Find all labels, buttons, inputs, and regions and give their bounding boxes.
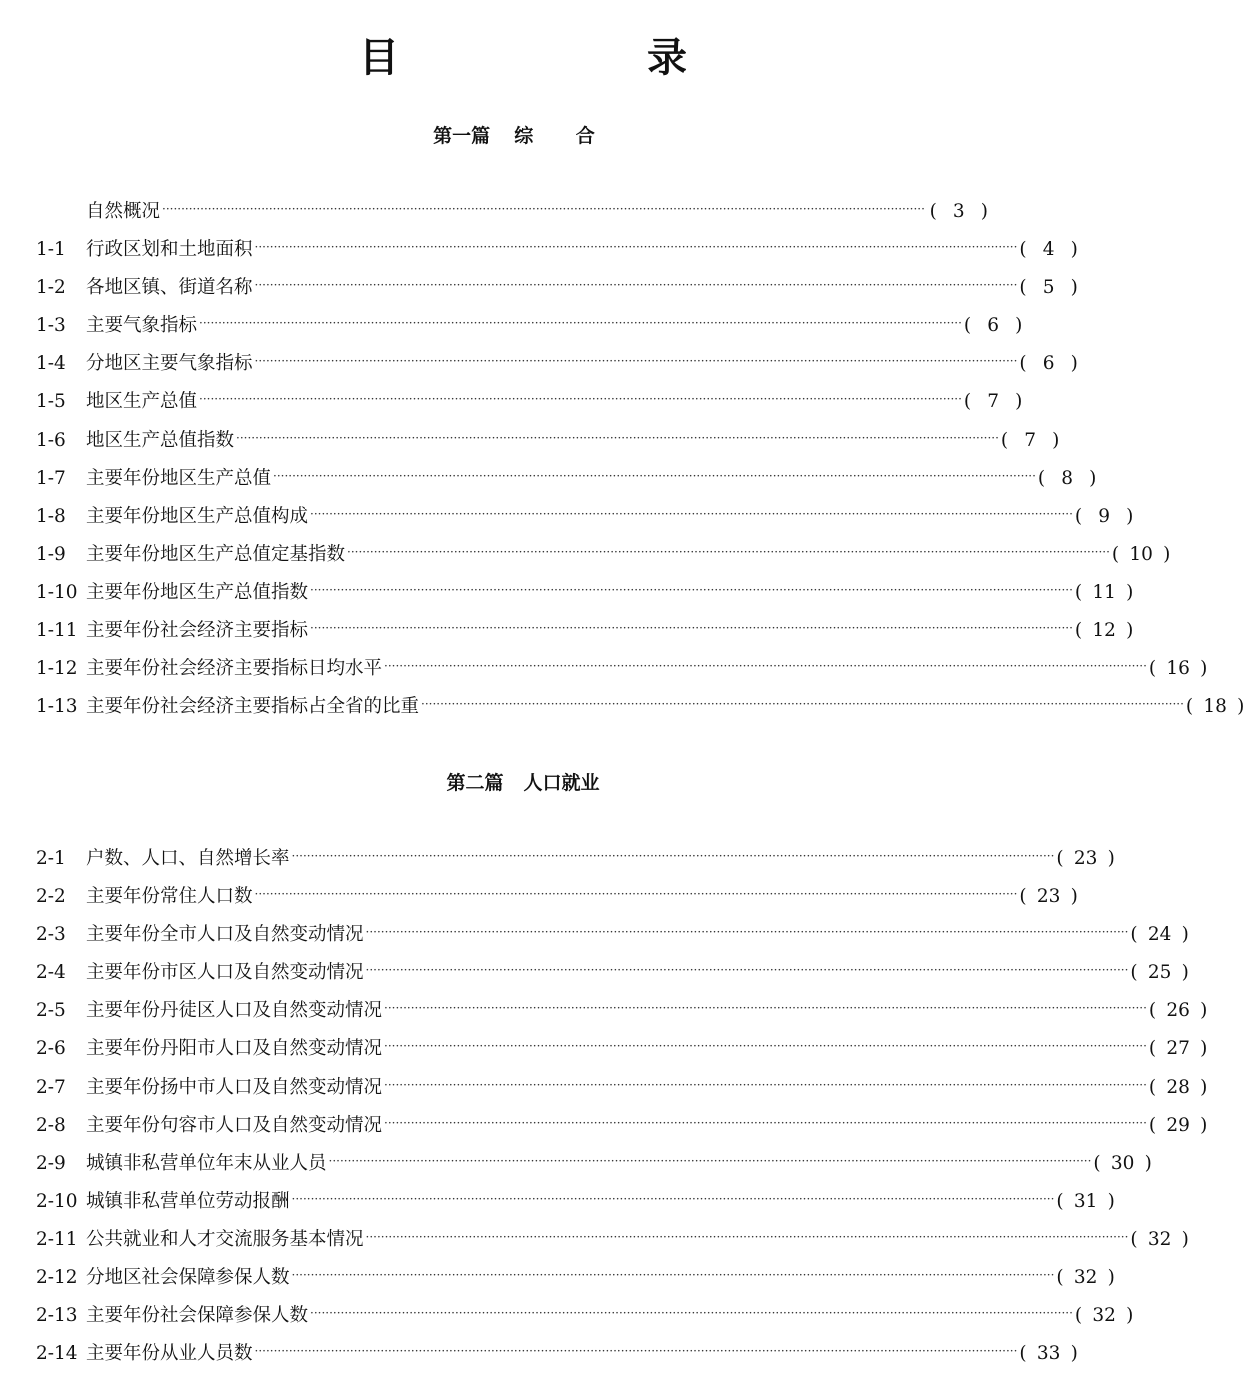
- dot-leader: ········································································································································································································: [254, 887, 1018, 902]
- toc-entry[interactable]: [36, 1187, 1115, 1225]
- toc-entry-title: 主要年份句容市人口及自然变动情况: [86, 1114, 383, 1136]
- open-paren: (: [1074, 1305, 1083, 1327]
- page-title: 目 录: [359, 35, 743, 81]
- dot-leader: ········································································································································································································: [365, 1229, 1129, 1244]
- section-part-label: 第一篇: [433, 125, 491, 147]
- toc-entry-title: 公共就业和人才交流服务基本情况: [86, 1228, 364, 1250]
- toc-entry-number: 1-7: [36, 467, 66, 489]
- dot-leader: ········································································································································································································: [310, 506, 1073, 521]
- close-paren: ): [1181, 924, 1189, 946]
- dot-leader: ········································································································································································································: [328, 1153, 1092, 1168]
- toc-page-ref: [1075, 502, 1133, 532]
- toc-entry[interactable]: [36, 1225, 1189, 1263]
- toc-entry-number: 2-2: [36, 886, 66, 908]
- dot-leader: ········································································································································································································: [384, 1077, 1147, 1092]
- toc-entry[interactable]: [36, 616, 1134, 654]
- toc-page-number: 23: [1073, 848, 1098, 869]
- close-paren: ): [1107, 848, 1115, 869]
- dot-leader: ········································································································································································································: [254, 354, 1018, 369]
- open-paren: (: [1037, 467, 1046, 489]
- toc-entry[interactable]: [36, 197, 988, 235]
- close-paren: ): [1200, 1076, 1208, 1098]
- open-paren: (: [1074, 620, 1083, 642]
- dot-leader: ········································································································································································································: [384, 659, 1147, 674]
- toc-entry-number: 2-12: [36, 1267, 78, 1289]
- toc-entry-title: 城镇非私营单位劳动报酬: [86, 1190, 290, 1212]
- toc-page-number: 3: [952, 201, 965, 222]
- open-paren: (: [1148, 1114, 1157, 1136]
- toc-page-ref: [1001, 426, 1059, 456]
- toc-entry-number: 2-9: [36, 1152, 66, 1174]
- toc-page-ref: [1075, 616, 1133, 646]
- toc-entry-title: 主要年份地区生产总值构成: [86, 505, 309, 527]
- toc-entry-title: 主要气象指标: [86, 315, 198, 337]
- close-paren: ): [1070, 277, 1078, 299]
- close-paren: ): [1163, 543, 1171, 565]
- close-paren: ): [1070, 353, 1078, 375]
- toc-page-ref: [930, 197, 988, 227]
- close-paren: ): [1107, 1267, 1115, 1289]
- toc-entry[interactable]: [36, 996, 1208, 1034]
- open-paren: (: [1185, 696, 1194, 718]
- toc-entry-title: 分地区主要气象指标: [86, 353, 253, 375]
- open-paren: (: [929, 201, 937, 222]
- toc-entry[interactable]: [36, 502, 1134, 540]
- toc-page-number: 32: [1147, 1228, 1172, 1250]
- toc-entry[interactable]: [36, 235, 1078, 273]
- dot-leader: ········································································································································································································: [347, 544, 1110, 559]
- toc-page-number: 12: [1092, 620, 1116, 642]
- toc-page-ref: [964, 387, 1022, 417]
- open-paren: (: [1130, 1228, 1138, 1250]
- toc-page-ref: [1149, 1034, 1207, 1064]
- close-paren: ): [1015, 391, 1023, 413]
- toc-page-number: 5: [1042, 277, 1055, 299]
- close-paren: ): [1070, 886, 1078, 908]
- toc-entry-title: 主要年份常住人口数: [86, 886, 253, 908]
- toc-page-ref: [1038, 464, 1096, 494]
- toc-entry-title: 主要年份扬中市人口及自然变动情况: [86, 1076, 383, 1098]
- open-paren: (: [1148, 1038, 1157, 1060]
- dot-leader: ········································································································································································································: [365, 963, 1129, 978]
- toc-entry-title: 城镇非私营单位年末从业人员: [86, 1152, 327, 1174]
- toc-entry-title: 行政区划和土地面积: [86, 239, 253, 261]
- toc-page-number: 29: [1166, 1114, 1190, 1136]
- dot-leader: ········································································································································································································: [162, 202, 925, 216]
- toc-page-number: 6: [1042, 353, 1055, 375]
- dot-leader: ········································································································································································································: [384, 1001, 1147, 1016]
- toc-page-number: 6: [987, 315, 1000, 337]
- toc-page-number: 26: [1166, 1000, 1190, 1022]
- toc-entry[interactable]: [36, 1073, 1208, 1111]
- close-paren: ): [1200, 1114, 1208, 1136]
- dot-leader: ········································································································································································································: [254, 1344, 1018, 1359]
- toc-page-ref: [1019, 1339, 1077, 1369]
- open-paren: (: [1056, 848, 1064, 869]
- close-paren: ): [1200, 1038, 1208, 1060]
- toc-page-number: 31: [1073, 1190, 1098, 1212]
- toc-entry-title: 主要年份社会经济主要指标占全省的比重: [86, 696, 420, 718]
- toc-page-ref: [1130, 958, 1188, 988]
- dot-leader: ········································································································································································································: [291, 849, 1055, 863]
- open-paren: (: [1148, 658, 1157, 680]
- dot-leader: ········································································································································································································: [384, 1115, 1147, 1130]
- toc-page-ref: [1130, 920, 1188, 950]
- toc-entry-number: 1-2: [36, 277, 66, 299]
- toc-entry-title: 各地区镇、街道名称: [86, 277, 253, 299]
- toc-page-ref: [1186, 692, 1244, 722]
- open-paren: (: [1130, 924, 1138, 946]
- toc-entry-title: 主要年份全市人口及自然变动情况: [86, 924, 364, 946]
- section-heading-1: [0, 123, 1046, 149]
- toc-page-ref: [1056, 1263, 1114, 1293]
- close-paren: ): [1052, 429, 1060, 451]
- dot-leader: ········································································································································································································: [310, 1306, 1073, 1321]
- toc-entry[interactable]: [36, 920, 1189, 958]
- close-paren: ): [1126, 1305, 1134, 1327]
- open-paren: (: [1019, 353, 1027, 375]
- dot-leader: ········································································································································································································: [199, 392, 962, 407]
- toc-page-number: 24: [1147, 924, 1172, 946]
- dot-leader: ········································································································································································································: [384, 1039, 1147, 1054]
- toc-page-ref: [1056, 844, 1114, 874]
- toc-entry[interactable]: [36, 1301, 1134, 1339]
- toc-page-number: 8: [1061, 467, 1074, 489]
- close-paren: ): [1126, 620, 1134, 642]
- open-paren: (: [1019, 277, 1027, 299]
- toc-page-number: 11: [1092, 581, 1116, 603]
- toc-entry-title: 地区生产总值指数: [86, 429, 235, 451]
- toc-entry[interactable]: [36, 1149, 1152, 1187]
- toc-page-ref: [1149, 996, 1207, 1026]
- open-paren: (: [1074, 505, 1083, 527]
- toc-entry-number: 1-10: [36, 581, 78, 603]
- open-paren: (: [1130, 962, 1138, 984]
- toc-page-number: 23: [1036, 886, 1061, 908]
- toc-entry-title: 分地区社会保障参保人数: [86, 1267, 290, 1289]
- toc-entry-number: 1-6: [36, 429, 66, 451]
- toc-page-ref: [1149, 1073, 1207, 1103]
- open-paren: (: [1111, 543, 1120, 565]
- toc-page-number: 9: [1098, 505, 1111, 527]
- toc-entry-title: 主要年份丹阳市人口及自然变动情况: [86, 1038, 383, 1060]
- open-paren: (: [1056, 1267, 1064, 1289]
- toc-page-ref: [1019, 235, 1077, 265]
- toc-entry-title: 户数、人口、自然增长率: [86, 848, 290, 869]
- close-paren: ): [1070, 1343, 1078, 1365]
- toc-list-section-2: [36, 844, 1208, 1377]
- close-paren: ): [980, 201, 988, 222]
- toc-page-ref: [1149, 1111, 1207, 1141]
- toc-entry[interactable]: [36, 349, 1078, 387]
- section-heading-2: [0, 770, 1046, 796]
- toc-entry-number: 1-12: [36, 658, 78, 680]
- toc-entry-number: 2-8: [36, 1114, 66, 1136]
- toc-entry[interactable]: [36, 958, 1189, 996]
- toc-entry-number: 2-7: [36, 1076, 66, 1098]
- toc-page-number: 18: [1203, 696, 1227, 718]
- toc-page-ref: [1149, 654, 1207, 684]
- close-paren: ): [1126, 581, 1134, 603]
- section-name-label: 综 合: [514, 125, 613, 147]
- toc-page-number: 7: [1024, 429, 1037, 451]
- toc-entry-title: 地区生产总值: [86, 391, 198, 413]
- toc-entry[interactable]: [36, 882, 1078, 920]
- dot-leader: ········································································································································································································: [236, 430, 999, 445]
- toc-entry-number: 1-13: [36, 696, 78, 718]
- toc-entry-number: 1-5: [36, 391, 66, 413]
- toc-entry[interactable]: [36, 654, 1208, 692]
- toc-entry-number: 2-11: [36, 1228, 78, 1250]
- toc-entry-title: 主要年份地区生产总值指数: [86, 581, 309, 603]
- toc-entry-title: 主要年份社会保障参保人数: [86, 1305, 309, 1327]
- toc-page-number: 27: [1166, 1038, 1190, 1060]
- close-paren: ): [1070, 239, 1078, 261]
- toc-page-ref: [1093, 1149, 1151, 1179]
- dot-leader: ········································································································································································································: [254, 240, 1018, 255]
- toc-page-ref: [1056, 1187, 1114, 1217]
- toc-entry[interactable]: [36, 1034, 1208, 1072]
- toc-entry-number: 2-1: [36, 848, 66, 869]
- toc-page-number: 32: [1092, 1305, 1116, 1327]
- toc-entry-title: 主要年份地区生产总值: [86, 467, 272, 489]
- open-paren: (: [1019, 886, 1027, 908]
- toc-entry-number: 2-5: [36, 1000, 66, 1022]
- dot-leader: ········································································································································································································: [365, 925, 1129, 940]
- toc-entry-number: 1-11: [36, 620, 78, 642]
- toc-entry[interactable]: [36, 311, 1023, 349]
- toc-entry[interactable]: [36, 844, 1115, 882]
- toc-page-number: 25: [1147, 962, 1172, 984]
- close-paren: ): [1181, 1228, 1189, 1250]
- open-paren: (: [1019, 239, 1027, 261]
- toc-page-ref: [964, 311, 1022, 341]
- dot-leader: ········································································································································································································: [291, 1268, 1055, 1283]
- open-paren: (: [1019, 1343, 1027, 1365]
- toc-entry-number: 2-6: [36, 1038, 66, 1060]
- open-paren: (: [963, 315, 972, 337]
- toc-entry-number: 2-4: [36, 962, 66, 984]
- toc-page-ref: [1112, 540, 1170, 570]
- toc-entry-number: 1-9: [36, 543, 66, 565]
- toc-entry-number: 2-14: [36, 1343, 78, 1365]
- close-paren: ): [1107, 1190, 1115, 1212]
- close-paren: ): [1089, 467, 1097, 489]
- dot-leader: ········································································································································································································: [254, 278, 1018, 293]
- open-paren: (: [963, 391, 972, 413]
- toc-entry-title: 自然概况: [86, 201, 161, 222]
- toc-page-ref: [1019, 273, 1077, 303]
- toc-entry-number: 2-13: [36, 1305, 78, 1327]
- close-paren: ): [1144, 1152, 1152, 1174]
- toc-entry-title: 主要年份丹徒区人口及自然变动情况: [86, 1000, 383, 1022]
- toc-page-number: 7: [987, 391, 1000, 413]
- toc-page-ref: [1019, 349, 1077, 379]
- open-paren: (: [1093, 1152, 1101, 1174]
- open-paren: (: [1148, 1076, 1157, 1098]
- toc-page-ref: [1075, 1301, 1133, 1331]
- toc-entry-title: 主要年份从业人员数: [86, 1343, 253, 1365]
- open-paren: (: [1148, 1000, 1157, 1022]
- open-paren: (: [1074, 581, 1083, 603]
- toc-page-number: 28: [1166, 1076, 1190, 1098]
- close-paren: ): [1181, 962, 1189, 984]
- dot-leader: ········································································································································································································: [291, 1191, 1055, 1206]
- toc-page-number: 30: [1110, 1152, 1135, 1174]
- dot-leader: ········································································································································································································: [273, 468, 1036, 483]
- toc-page-number: 33: [1036, 1343, 1061, 1365]
- open-paren: (: [1056, 1190, 1064, 1212]
- toc-page-number: 32: [1073, 1267, 1098, 1289]
- open-paren: (: [1000, 429, 1009, 451]
- toc-page-number: 4: [1042, 239, 1055, 261]
- section-part-label: 第二篇: [446, 772, 504, 794]
- toc-entry[interactable]: [36, 1263, 1115, 1301]
- toc-entry[interactable]: [36, 540, 1171, 578]
- toc-entry-title: 主要年份社会经济主要指标: [86, 620, 309, 642]
- toc-entry-number: 1-8: [36, 505, 66, 527]
- close-paren: ): [1126, 505, 1134, 527]
- toc-entry-number: 1-4: [36, 353, 66, 375]
- toc-entry[interactable]: [36, 387, 1023, 425]
- toc-page-number: 10: [1129, 543, 1153, 565]
- dot-leader: ········································································································································································································: [310, 582, 1073, 597]
- toc-page-ref: [1130, 1225, 1188, 1255]
- toc-entry[interactable]: [36, 426, 1060, 464]
- section-name-label: 人口就业: [523, 772, 600, 794]
- toc-entry[interactable]: [36, 464, 1097, 502]
- toc-entry-title: 主要年份社会经济主要指标日均水平: [86, 658, 383, 680]
- dot-leader: ········································································································································································································: [310, 621, 1073, 636]
- toc-entry-title: 主要年份地区生产总值定基指数: [86, 543, 346, 565]
- toc-entry[interactable]: [36, 578, 1134, 616]
- toc-entry-number: 1-3: [36, 315, 66, 337]
- toc-entry-title: 主要年份市区人口及自然变动情况: [86, 962, 364, 984]
- toc-entry-number: 2-10: [36, 1190, 78, 1212]
- toc-entry[interactable]: [36, 692, 1244, 730]
- close-paren: ): [1237, 696, 1244, 718]
- toc-page-ref: [1019, 882, 1077, 912]
- toc-entry[interactable]: [36, 1339, 1078, 1377]
- toc-entry-number: 2-3: [36, 924, 66, 946]
- toc-list-section-1: [36, 197, 1244, 730]
- toc-entry-number: 1-1: [36, 239, 66, 261]
- close-paren: ): [1200, 1000, 1208, 1022]
- toc-entry[interactable]: [36, 273, 1078, 311]
- dot-leader: ········································································································································································································: [421, 697, 1184, 712]
- toc-entry[interactable]: [36, 1111, 1208, 1149]
- toc-page-ref: [1075, 578, 1133, 608]
- close-paren: ): [1015, 315, 1023, 337]
- dot-leader: ········································································································································································································: [199, 316, 962, 331]
- toc-page-number: 16: [1166, 658, 1190, 680]
- close-paren: ): [1200, 658, 1208, 680]
